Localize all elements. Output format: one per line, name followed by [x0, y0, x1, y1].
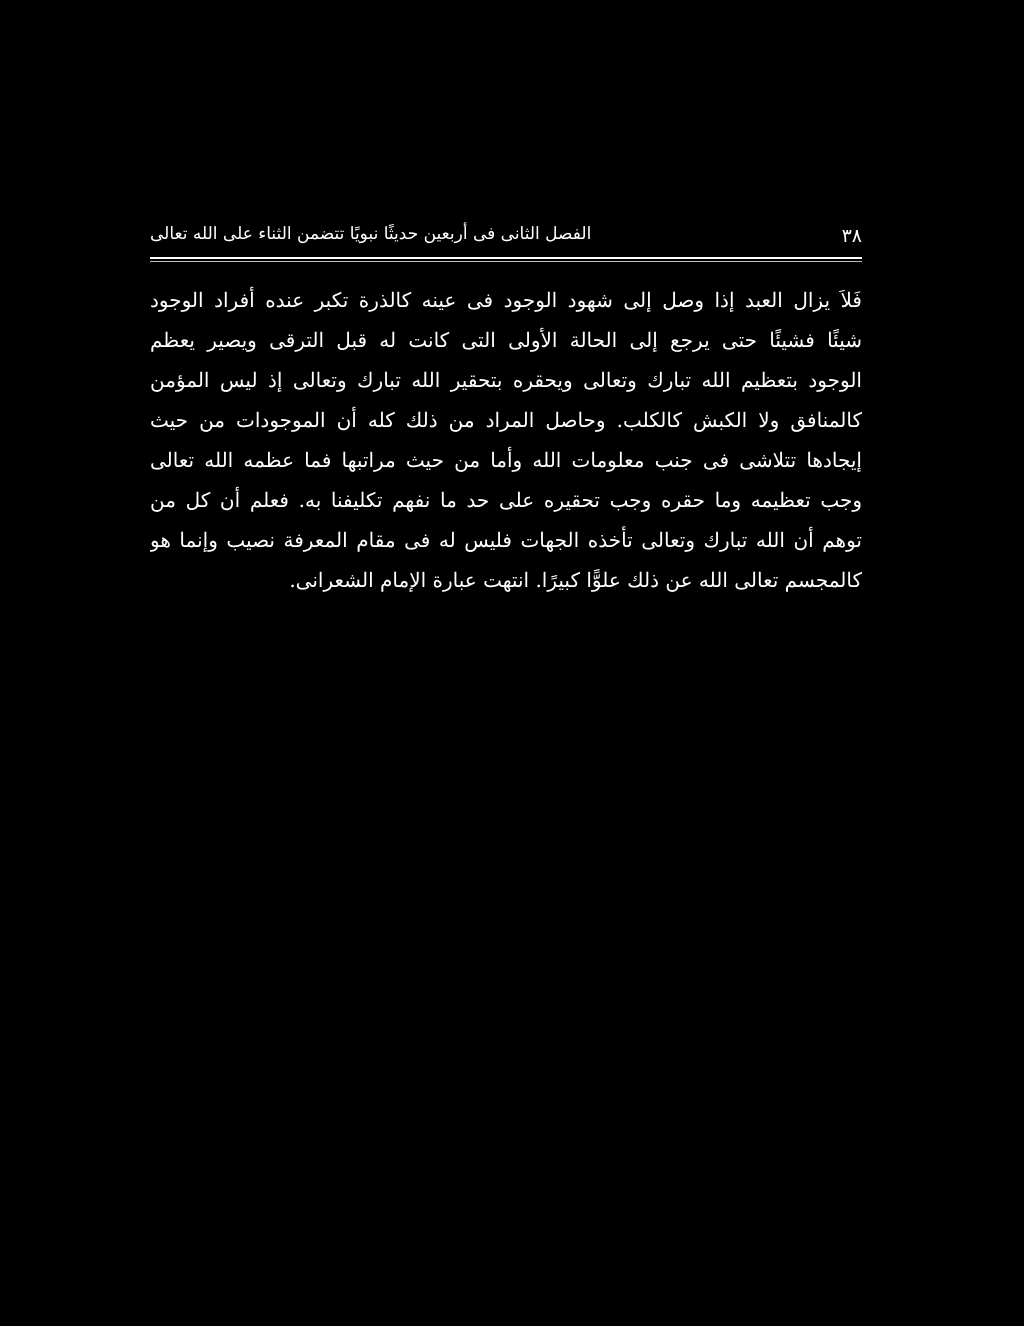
page-number: ٣٨: [841, 225, 862, 247]
body-text: [150, 280, 862, 600]
header-rule-thin: [150, 261, 862, 262]
text-line: كالمجسم تعالى الله عن ذلك علوًّا كبيرًا. انتهت عبارة الإمام الشعرانى.: [289, 568, 862, 592]
text-line: شيئًا فشيئًا حتى يرجع إلى الحالة الأولى التى كانت له قبل الترقى ويصير يعظم: [150, 328, 862, 352]
header-rule: [150, 257, 862, 259]
text-line: إيجادها تتلاشى فى جنب معلومات الله وأما من حيث مراتبها فما عظمه الله تعالى: [150, 448, 862, 472]
text-line: فَلاَ يزال العبد إذا وصل إلى شهود الوجود فى عينه كالذرة تكبر عنده أفراد الوجود: [150, 288, 862, 312]
text-line: الوجود بتعظيم الله تبارك وتعالى ويحقره بتحقير الله تبارك وتعالى إذ ليس المؤمن: [150, 368, 862, 392]
text-line: كالمنافق ولا الكبش كالكلب. وحاصل المراد من ذلك كله أن الموجودات من حيث: [150, 408, 862, 432]
text-line: توهم أن الله تبارك وتعالى تأخذه الجهات فليس له فى مقام المعرفة نصيب وإنما هو: [150, 528, 862, 552]
running-head: الفصل الثانى فى أربعين حديثًا نبويًا تتضمن الثناء على الله تعالى: [150, 224, 592, 244]
text-line: وجب تعظيمه وما حقره وجب تحقيره على حد ما نفهم تكليفنا به. فعلم أن كل من: [150, 488, 862, 512]
page-header: [150, 216, 862, 256]
